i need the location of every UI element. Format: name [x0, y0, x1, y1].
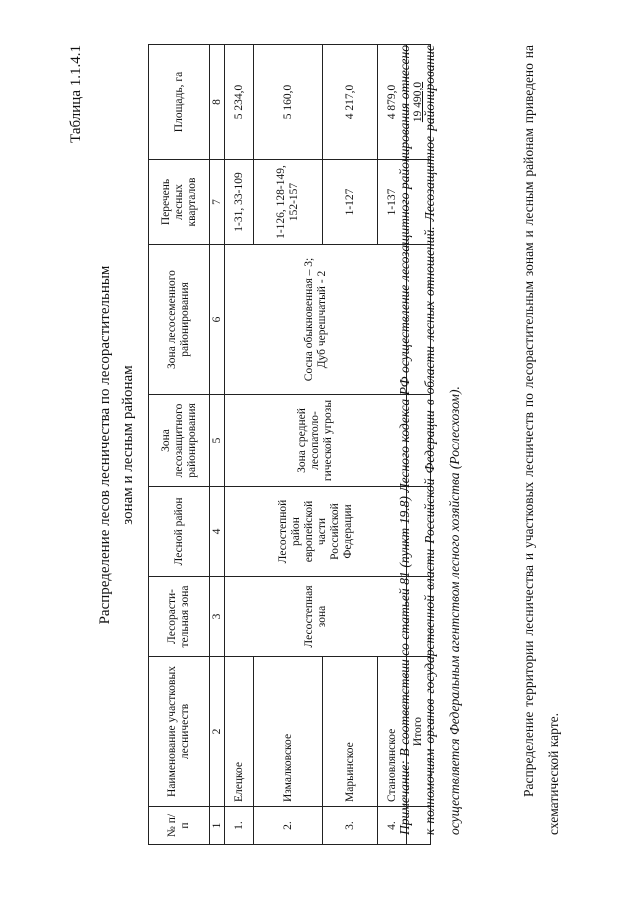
area-cell: 4 217,0 — [323, 45, 378, 160]
column-number-row — [210, 45, 225, 845]
column-number: 6 — [210, 245, 225, 395]
column-number: 1 — [210, 807, 225, 845]
column-number: 8 — [210, 45, 225, 160]
row-number: 1. — [225, 807, 254, 845]
row-number: 4. — [378, 807, 407, 845]
protection-zone-cell: Зона средней лесопатоло-гической угрозы — [225, 395, 407, 487]
header-cell: Зона лесозащитного районирования — [149, 395, 210, 487]
rotated-page — [60, 45, 580, 845]
forestry-name: Становлянское — [378, 657, 407, 807]
vegetation-zone-cell: Лесостепная зона — [225, 577, 407, 657]
column-number: 4 — [210, 487, 225, 577]
area-cell: 5 234,0 — [225, 45, 254, 160]
header-cell: Лесорасти-тельная зона — [149, 577, 210, 657]
row-number: 3. — [323, 807, 378, 845]
column-number: 7 — [210, 160, 225, 245]
header-cell: Зона лесосеменного районирования — [149, 245, 210, 395]
header-cell: Лесной район — [149, 487, 210, 577]
forestry-name: Марьинское — [323, 657, 378, 807]
body-paragraph: Распределение территории лесничества и участковых лесничеств по лесорастительным зонам и лесным районам приведено на схематической карте. — [521, 45, 561, 835]
quarters-cell: 1-137 — [378, 160, 407, 245]
forestry-name: Елецкое — [225, 657, 254, 807]
quarters-cell: 1-127 — [323, 160, 378, 245]
area-cell: 5 160,0 — [254, 45, 323, 160]
table-number: Таблица 1.1.4.1 — [68, 45, 84, 143]
row-number: 2. — [254, 807, 323, 845]
table-note: Примечание: В соответствии со статьей 81 (пункт 19.8) Лесного кодекса РФ осуществление лесозащитного районирования отнесено к полномочиям органов государственной власти Российской Федерации в области лесных отношений. Лесозащитное районирование осуществляется Федеральным агентством лесного хозяйства (Рослесхозом). — [397, 45, 462, 835]
table-row — [225, 45, 254, 845]
header-row — [149, 45, 210, 845]
total-label: Итого — [407, 657, 431, 807]
total-area: 19 490,0 — [407, 45, 431, 160]
forestry-name: Измалковское — [254, 657, 323, 807]
seed-zone-cell: Сосна обыкновенная – 3; Дуб черешчатый - 2 — [225, 245, 407, 395]
header-cell: Площадь, га — [149, 45, 210, 160]
column-number: 5 — [210, 395, 225, 487]
forest-distribution-table — [148, 44, 431, 845]
area-cell: 4 879,0 — [378, 45, 407, 160]
quarters-cell: 1-31, 33-109 — [225, 160, 254, 245]
header-cell: Наименование участковых лесничеств — [149, 657, 210, 807]
title-line-1: Распределение лесов лесничества по лесорастительным — [97, 265, 113, 625]
quarters-cell: 1-126, 128-149, 152-157 — [254, 160, 323, 245]
table-title — [94, 45, 140, 845]
forest-region-cell: Лесостепной район европейской части Российской Федерации — [225, 487, 407, 577]
column-number: 3 — [210, 577, 225, 657]
column-number: 2 — [210, 657, 225, 807]
header-cell: № п/п — [149, 807, 210, 845]
title-line-2: зонам и лесным районам — [120, 365, 136, 525]
header-cell: Перечень лесных кварталов — [149, 160, 210, 245]
